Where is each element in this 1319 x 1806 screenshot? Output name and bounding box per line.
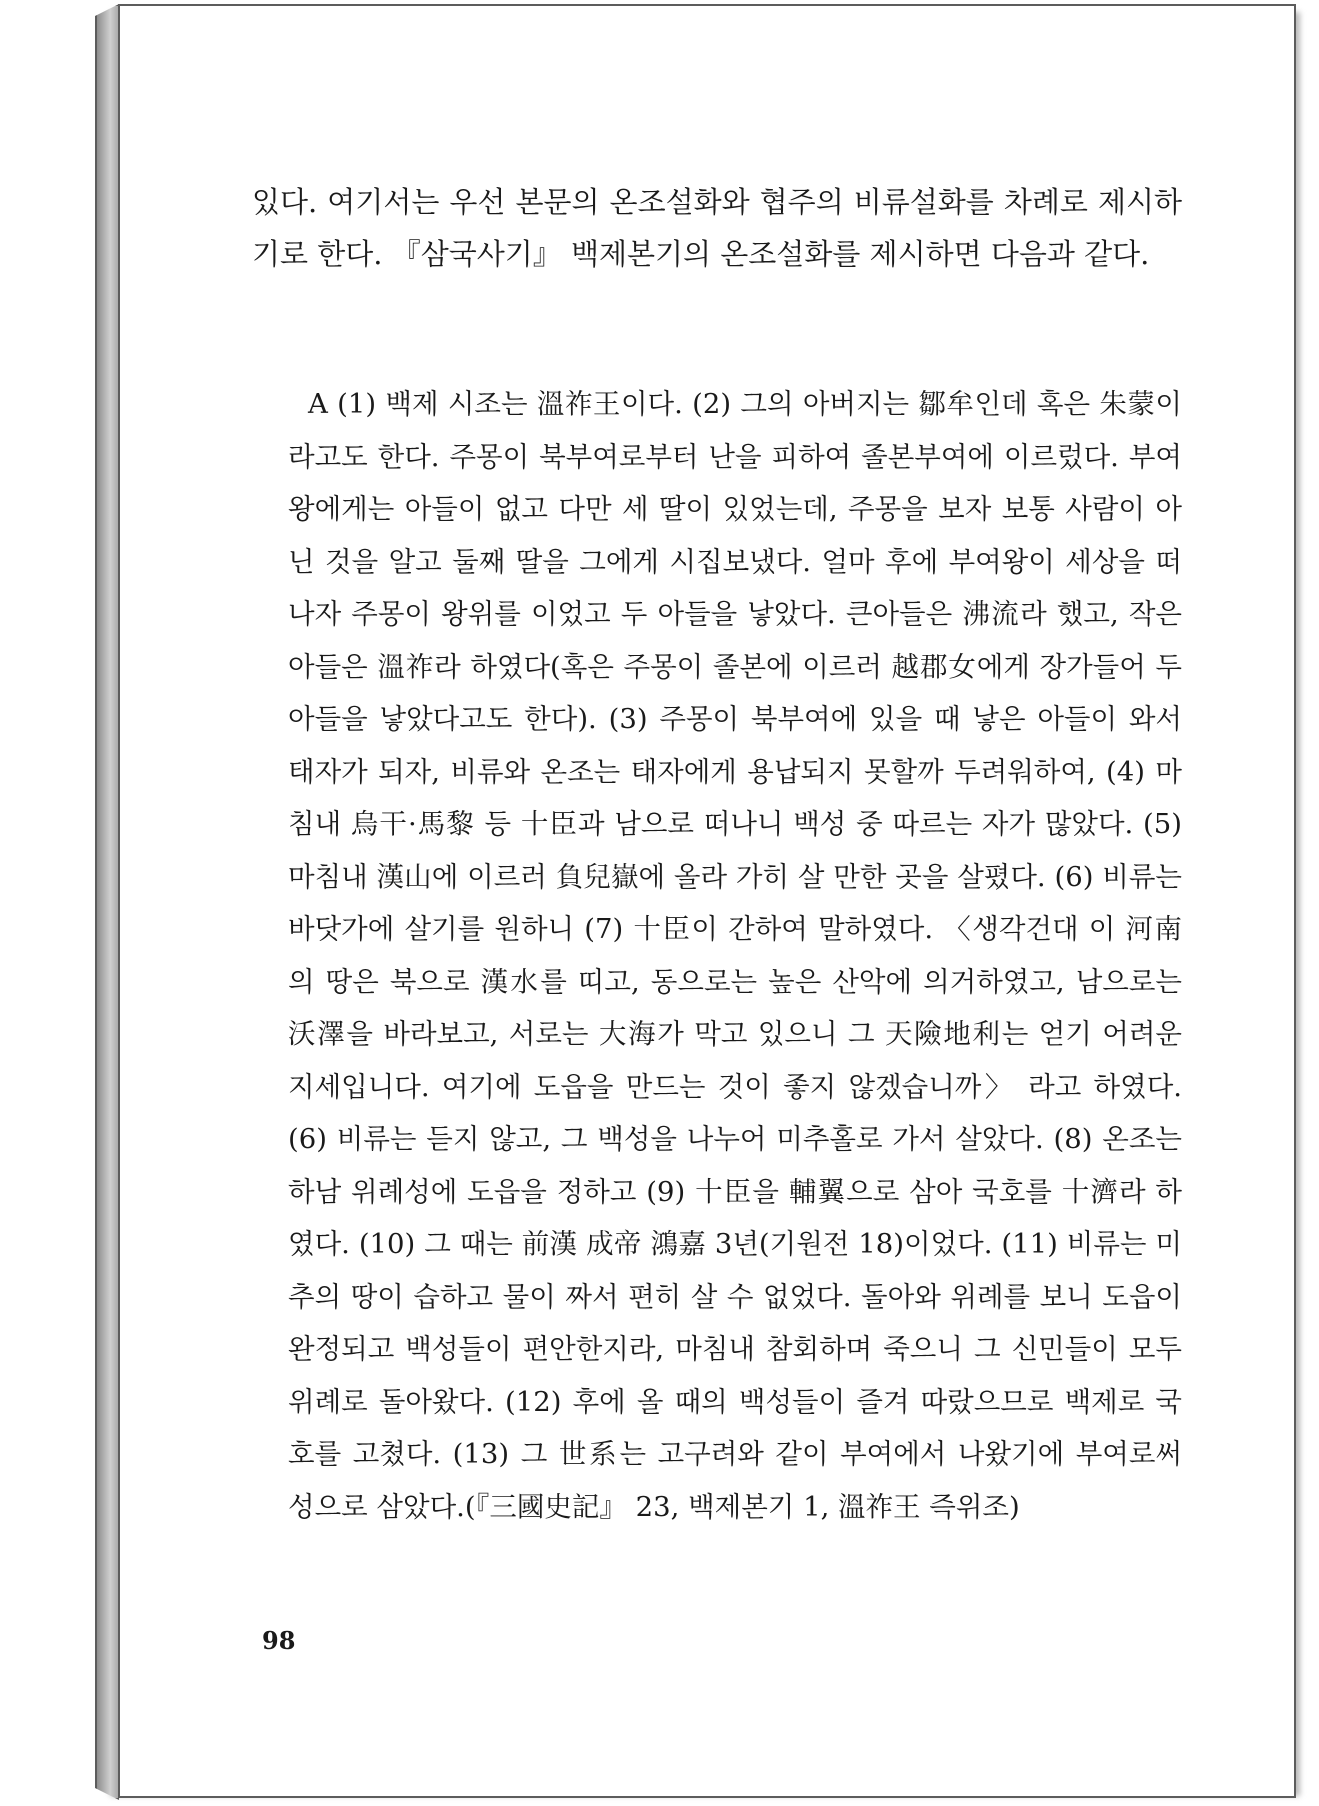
book-edge <box>95 4 119 1800</box>
intro-paragraph: 있다. 여기서는 우선 본문의 온조설화와 협주의 비류설화를 차례로 제시하기로 한다. 『삼국사기』 백제본기의 온조설화를 제시하면 다음과 같다. <box>252 185 1182 271</box>
page-number: 98 <box>262 1626 296 1655</box>
quoted-passage-a: A (1) 백제 시조는 溫祚王이다. (2) 그의 아버지는 鄒牟인데 혹은 朱蒙이라고도 한다. 주몽이 북부여로부터 난을 피하여 졸본부여에 이르렀다. 부여왕에게는 아들이 없고 다만 세 딸이 있었는데, 주몽을 보자 보통 사람이 아닌 것을 알고 둘째 딸을 그에게 시집보냈다. 얼마 후에 부여왕이 세상을 떠나자 주몽이 왕위를 이었고 두 아들을 낳았다. 큰아들은 沸流라 했고, 작은 아들은 溫祚라 하였다(혹은 주몽이 졸본에 이르러 越郡女에게 장가들어 두 아들을 낳았다고도 한다). (3) 주몽이 북부여에 있을 때 낳은 아들이 와서 태자가 되자, 비류와 온조는 태자에게 용납되지 못할까 두려워하여, (4) 마침내 烏干·馬黎 등 十臣과 남으로 떠나니 백성 중 따르는 자가 많았다. (5) 마침내 漢山에 이르러 負兒嶽에 올라 가히 살 만한 곳을 살폈다. (6) 비류는 바닷가에 살기를 원하니 (7) 十臣이 간하여 말하였다. 〈생각건대 이 河南의 땅은 북으로 漢水를 띠고, 동으로는 높은 산악에 의거하였고, 남으로는 沃澤을 바라보고, 서로는 大海가 막고 있으니 그 天險地利는 얻기 어려운 지세입니다. 여기에 도읍을 만드는 것이 좋지 않겠습니까〉 라고 하였다. (6) 비류는 듣지 않고, 그 백성을 나누어 미추홀로 가서 살았다. (8) 온조는 하남 위례성에 도읍을 정하고 (9) 十臣을 輔翼으로 삼아 국호를 十濟라 하였다. (10) 그 때는 前漢 成帝 鴻嘉 3년(기원전 18)이었다. (11) 비류는 미추의 땅이 습하고 물이 짜서 편히 살 수 없었다. 돌아와 위례를 보니 도읍이 완정되고 백성들이 편안한지라, 마침내 참회하며 죽으니 그 신민들이 모두 위례로 돌아왔다. (12) 후에 올 때의 백성들이 즐겨 따랐으므로 백제로 국호를 고쳤다. (13) 그 世系는 고구려와 같이 부여에서 나왔기에 부여로써 성으로 삼았다.(『三國史記』 23, 백제본기 1, 溫祚王 즉위조) <box>288 388 1182 1523</box>
